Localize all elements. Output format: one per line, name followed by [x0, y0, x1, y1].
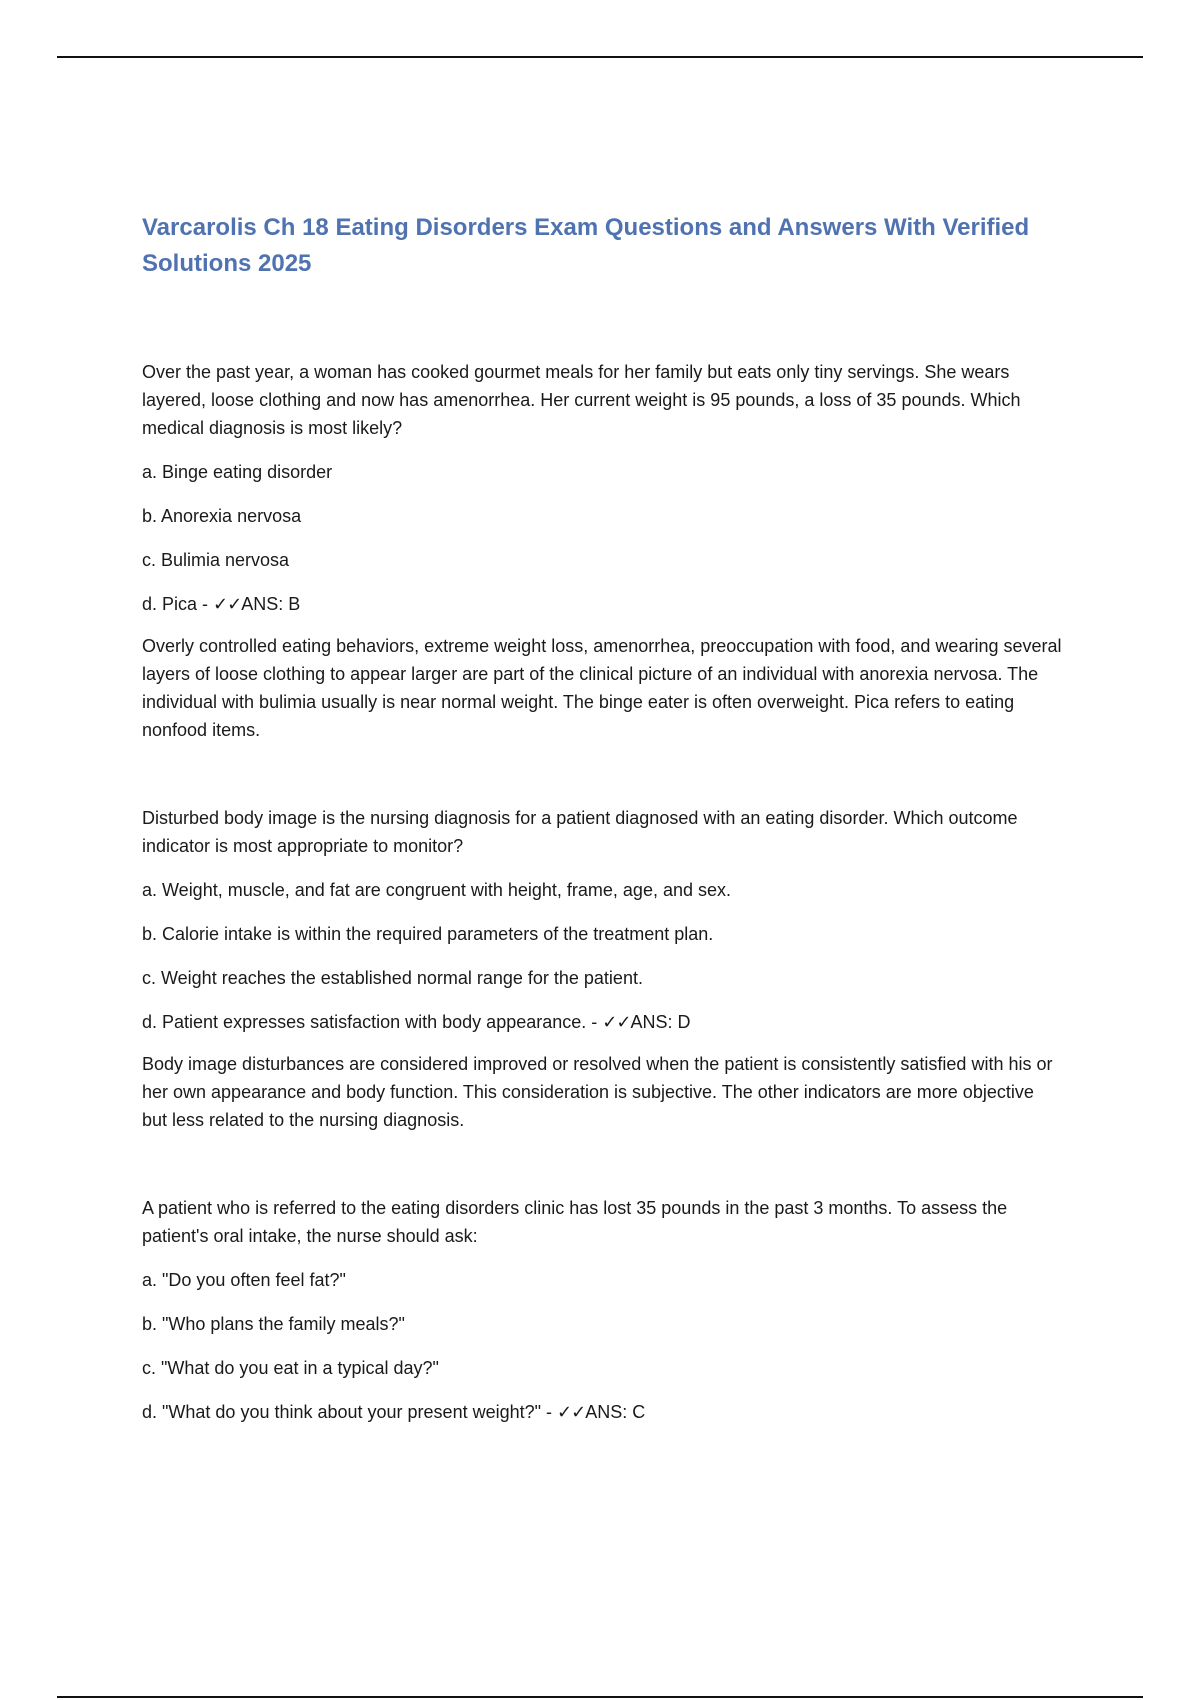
document-body: [142, 210, 1062, 1486]
question-stem: Disturbed body image is the nursing diagnosis for a patient diagnosed with an eating disorder. Which outcome indicator is most appropriate to monitor?: [142, 808, 1018, 856]
option-text: d. Pica: [142, 594, 198, 614]
answer-option-c: c. Weight reaches the established normal range for the patient.: [142, 968, 643, 988]
document-title: Varcarolis Ch 18 Eating Disorders Exam Questions and Answers With Verified Solutions 2025: [142, 214, 1030, 277]
answer-option-a: a. Binge eating disorder: [142, 462, 333, 482]
answer-option-d: d. Patient expresses satisfaction with body appearance. - ✓✓ANS: D: [142, 1012, 691, 1032]
answer-key: ANS: C: [585, 1402, 646, 1422]
option-text: d. Patient expresses satisfaction with body appearance.: [142, 1012, 587, 1032]
question-1: [142, 358, 1062, 744]
answer-option-a: a. "Do you often feel fat?": [142, 1270, 346, 1290]
answer-option-c: c. Bulimia nervosa: [142, 550, 290, 570]
question-2: [142, 804, 1062, 1134]
rationale-text: Overly controlled eating behaviors, extreme weight loss, amenorrhea, preoccupation with food, and wearing several layers of loose clothing to appear larger are part of the clinical picture of an individual with anorexia nervosa. The individual with bulimia usually is near normal weight. The binge eater is often overweight. Pica refers to eating nonfood items.: [142, 636, 1062, 740]
check-mark-icon: ✓✓: [602, 1012, 631, 1032]
check-mark-icon: ✓✓: [557, 1402, 586, 1422]
check-mark-icon: ✓✓: [213, 594, 242, 614]
answer-key: ANS: D: [630, 1012, 691, 1032]
question-3: [142, 1194, 1062, 1426]
answer-option-b: b. "Who plans the family meals?": [142, 1314, 405, 1334]
answer-key: ANS: B: [241, 594, 301, 614]
answer-option-a: a. Weight, muscle, and fat are congruent with height, frame, age, and sex.: [142, 880, 731, 900]
question-stem: A patient who is referred to the eating disorders clinic has lost 35 pounds in the past 3 months. To assess the patient's oral intake, the nurse should ask:: [142, 1198, 1008, 1246]
answer-option-c: c. "What do you eat in a typical day?": [142, 1358, 439, 1378]
top-rule: [57, 56, 1143, 58]
answer-option-b: b. Calorie intake is within the required parameters of the treatment plan.: [142, 924, 714, 944]
answer-option-b: b. Anorexia nervosa: [142, 506, 302, 526]
bottom-rule: [57, 1696, 1143, 1698]
option-text: d. "What do you think about your present weight?": [142, 1402, 542, 1422]
answer-option-d: d. Pica - ✓✓ANS: B: [142, 594, 301, 614]
question-stem: Over the past year, a woman has cooked gourmet meals for her family but eats only tiny servings. She wears layered, loose clothing and now has amenorrhea. Her current weight is 95 pounds, a loss of 35 pounds. Which medical diagnosis is most likely?: [142, 362, 1021, 438]
rationale-text: Body image disturbances are considered improved or resolved when the patient is consistently satisfied with his or her own appearance and body function. This consideration is subjective. The other indicators are more objective but less related to the nursing diagnosis.: [142, 1054, 1053, 1130]
answer-option-d: d. "What do you think about your present weight?" - ✓✓ANS: C: [142, 1402, 646, 1422]
